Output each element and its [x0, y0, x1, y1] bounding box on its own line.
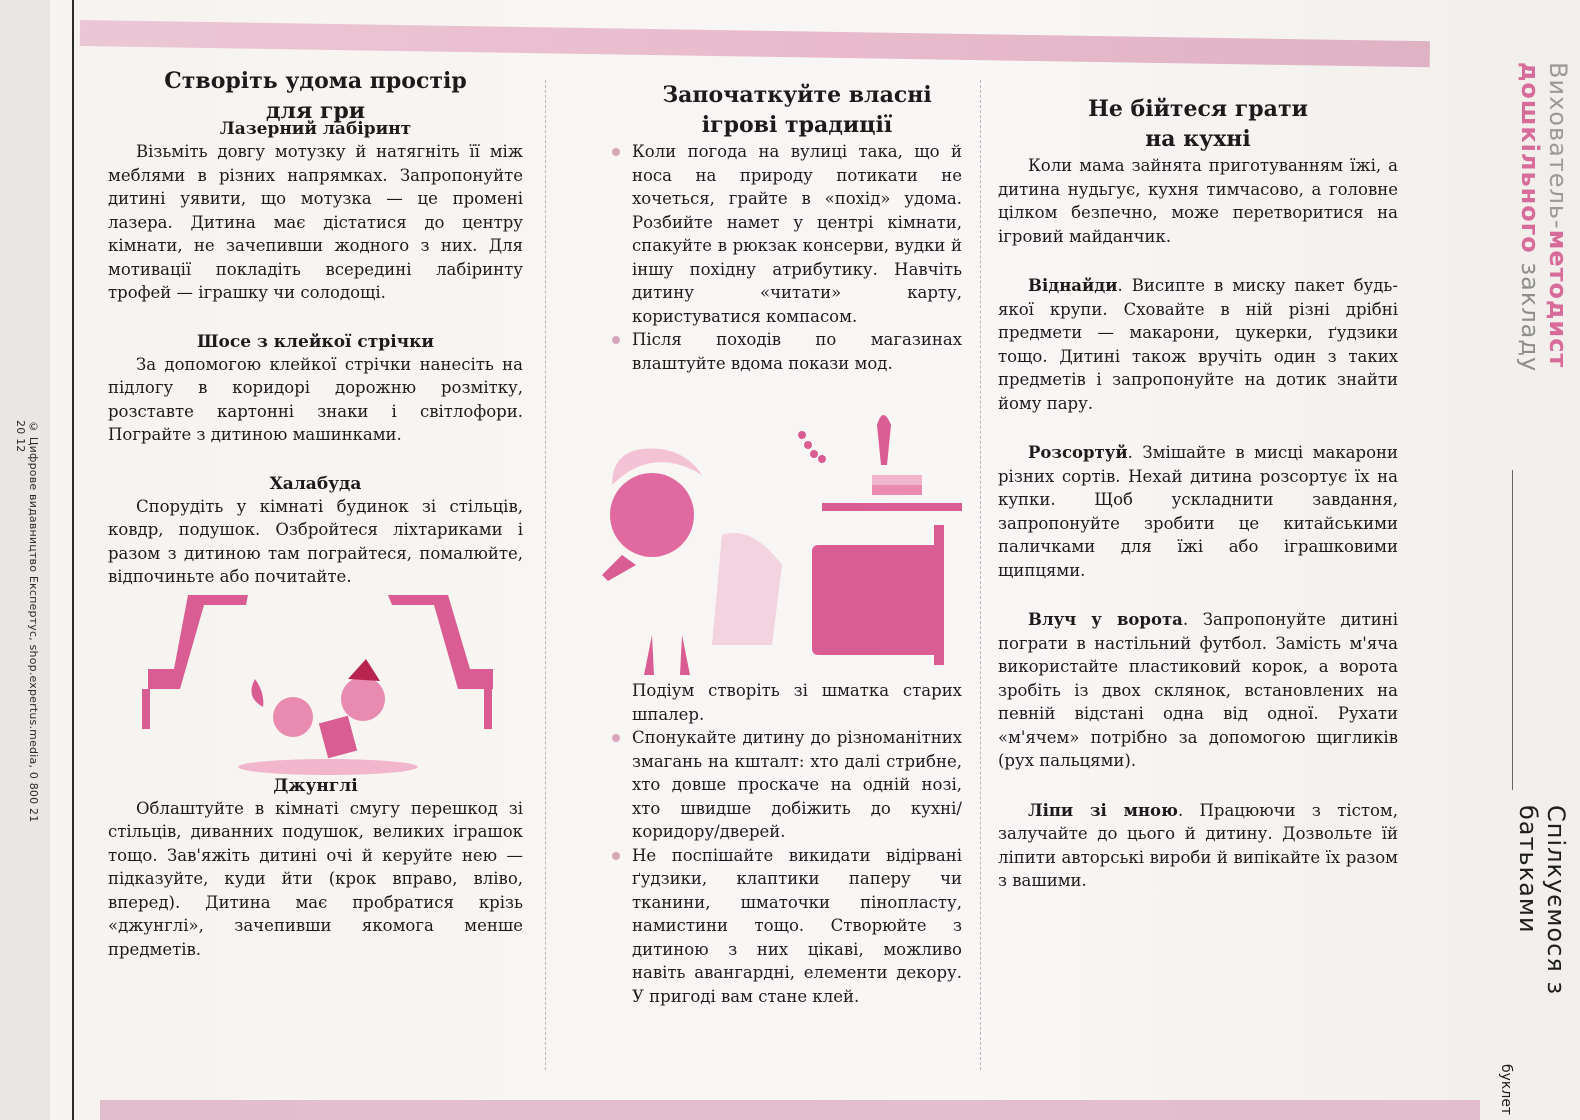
left-margin-rule [72, 0, 74, 1120]
column-title: Започаткуйте власні [662, 82, 932, 108]
column-title-line2: на кухні [1145, 126, 1251, 152]
fort-illustration [108, 589, 523, 775]
section-text: Облаштуйте в кімнаті смугу перешкод зі стільців, диванних подушок, великих іграшок тощо. Зав'яжіть дитині очі й керуйте нею — підказуйте, куди йти (крок вправо, вліво, вперед). Дитина має пробратися крізь «джунглі», зачепивши якомога менше предметів. [108, 798, 523, 959]
series-title: Спілкуємося з батьками [1514, 805, 1570, 996]
section-heading: Лазерний лабіринт [219, 119, 412, 139]
list-item: Після походів по магазинах влаштуйте вдома покази мод. [632, 328, 962, 375]
publisher-note: © Цифрове видавництво Експертус, shop.expertus.media, 0 800 21 20 12 [14, 420, 40, 823]
bullet-dot [612, 734, 620, 742]
game-item: Розсортуй. Змішайте в мисці макарони різних сортів. Нехай дитина розсортує їх на купки. Щоб ускладнити завдання, запропонуйте зробити це китайськими паличками для їжі або іграшковими щипцями. [998, 443, 1398, 580]
column-kitchen [998, 94, 1398, 893]
series-type: буклет [1498, 1063, 1514, 1115]
list-item: Коли погода на вулиці така, що й носа на природу потикати не хочеться, грайте в «похід» удома. Розбийте намет у центрі кімнати, спакуйте в рюкзак консерви, вудки й іншу похідну атрибутику. Навчіть дитину «читати» карту, користуватися компасом. [632, 140, 962, 328]
column-title-line2: ігрові традиції [701, 112, 893, 138]
bottom-decorative-band [100, 1100, 1480, 1120]
section-text: Спорудіть у кімнаті будинок зі стільців, ковдр, подушок. Озбройтеся ліхтариками і разом з дитиною там пограйтеся, помалюйте, відпочиньте або почитайте. [108, 496, 523, 586]
section-text: Візьміть довгу мотузку й натягніть її між меблями в різних напрямках. Запропонуйте дитині уявити, що мотузка — це промені лазера. Дитина має дістатися до центру кімнати, не зачепивши жодного з них. Для мотивації покладіть всередині лабіринту трофей — іграшку чи солодощі. [108, 142, 523, 302]
bullet-dot [612, 852, 620, 860]
sidebar-series [1480, 805, 1570, 1115]
intro-text: Коли мама зайнята приготуванням їжі, а дитина нудьгує, кухня тимчасово, а головне цілком безпечно, може перетворитися на ігровий майданчик. [998, 156, 1398, 246]
fashion-show-illustration [572, 375, 962, 675]
game-item: Ліпи зі мною. Працюючи з тістом, залучайте до цього й дитину. Дозвольте їй ліпити авторські вироби й випікайте їх разом з вашими. [998, 800, 1398, 890]
column-divider-2 [980, 80, 981, 1070]
game-item: Віднайди. Висипте в миску пакет будь-якої крупи. Сховайте в ній різні дрібні предмети — макарони, цукерки, ґудзики тощо. Дитині також вручіть один з таких предметів і запропонуйте на дотик знайти йому пару. [998, 276, 1398, 413]
game-item: Влуч у ворота. Запропонуйте дитині пограти в настільний футбол. Замість м'яча використайте пластиковий корок, а ворота зробіть із двох склянок, встановлених на певній відстані одна від одної. Рухати «м'ячем» потрібно за допомогою щигликів (рух пальцями). [998, 610, 1398, 770]
column-play-space [108, 66, 523, 961]
list-item: Спонукайте дитину до різноманітних змагань на кшталт: хто далі стрибне, хто довше проскаче на одній нозі, хто швидше добіжить до кухні/коридору/дверей. [632, 726, 962, 844]
list-item: Не поспішайте викидати відірвані ґудзики, клаптики паперу чи тканини, шматочки пінопласту, намистини тощо. Створюйте з дитиною з них цікаві, можливо навіть авангардні, елементи декору. У пригоді вам стане клей. [632, 844, 962, 1009]
column-title: Не бійтеся грати [1088, 96, 1308, 122]
section-heading: Джунглі [273, 775, 358, 796]
column-divider-1 [545, 80, 546, 1070]
column-traditions [632, 80, 962, 1008]
kids-reading-fort-illustration [108, 589, 523, 775]
section-text: За допомогою клейкої стрічки нанесіть на підлогу в коридорі дорожню розмітку, розставте картонні знаки і світлофори. Пограйте з дитиною машинками. [108, 354, 523, 444]
bullet-dot [612, 336, 620, 344]
girl-dressup-illustration [572, 375, 962, 675]
column-title: Створіть удома простір [164, 68, 467, 94]
column-title-line2: для гри [265, 98, 366, 124]
bullet-dot [612, 148, 620, 156]
section-heading: Шосе з клейкої стрічки [197, 331, 434, 352]
sidebar-title: Вихователь-методист дошкільного закладу [1516, 62, 1572, 373]
continuation-text: Подіум створіть зі шматка старих шпалер. [632, 681, 962, 724]
section-heading: Халабуда [269, 473, 362, 494]
sidebar-rule [1512, 470, 1513, 790]
